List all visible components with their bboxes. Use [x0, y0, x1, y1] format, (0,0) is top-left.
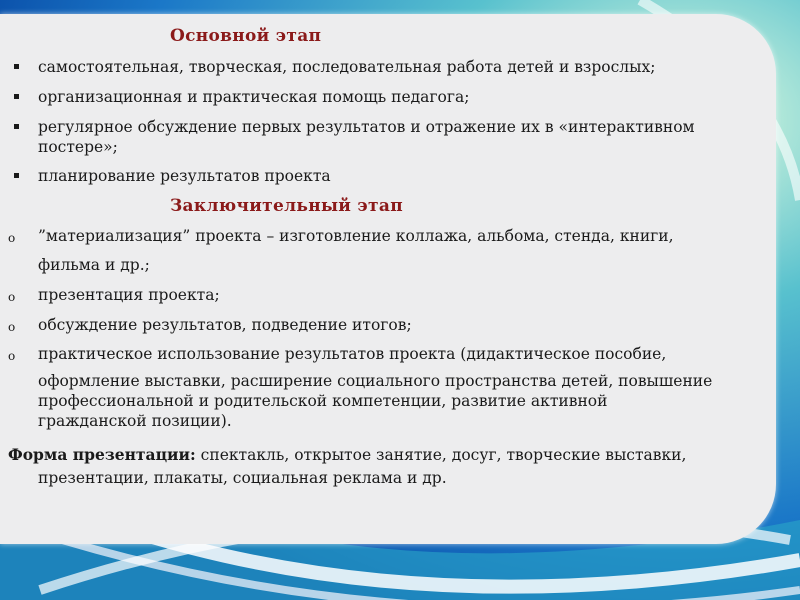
- final-item-continuation: профессиональной и родительской компетенции, развитие активной: [38, 392, 608, 410]
- square-bullet-icon: [14, 64, 19, 69]
- main-item: организационная и практическая помощь педагога;: [38, 88, 470, 106]
- circle-bullet-icon: o: [8, 320, 16, 334]
- presentation-form-label: Форма презентации:: [8, 445, 196, 464]
- main-item-continuation: постере»;: [38, 138, 118, 156]
- final-item: презентация проекта;: [38, 286, 220, 304]
- square-bullet-icon: [14, 173, 19, 178]
- final-item-continuation: фильма и др.;: [38, 256, 150, 274]
- final-item: практическое использование результатов проекта (дидактическое пособие,: [38, 345, 667, 363]
- final-stage-heading: Заключительный этап: [170, 196, 403, 216]
- main-item: самостоятельная, творческая, последовательная работа детей и взрослых;: [38, 58, 656, 76]
- presentation-form-line: [8, 445, 686, 465]
- square-bullet-icon: [14, 94, 19, 99]
- main-stage-heading: Основной этап: [170, 26, 322, 46]
- final-item: обсуждение результатов, подведение итогов;: [38, 316, 412, 334]
- final-item-continuation: оформление выставки, расширение социального пространства детей, повышение: [38, 372, 713, 390]
- main-item: планирование результатов проекта: [38, 167, 331, 185]
- circle-bullet-icon: o: [8, 349, 16, 363]
- presentation-form-continuation: презентации, плакаты, социальная реклама и др.: [38, 469, 447, 487]
- final-item: ”материализация” проекта – изготовление коллажа, альбома, стенда, книги,: [38, 227, 674, 245]
- circle-bullet-icon: o: [8, 290, 16, 304]
- final-item-continuation: гражданской позиции).: [38, 412, 232, 430]
- main-item: регулярное обсуждение первых результатов и отражение их в «интерактивном: [38, 118, 695, 136]
- presentation-form-text: спектакль, открытое занятие, досуг, творческие выставки,: [195, 446, 687, 464]
- circle-bullet-icon: o: [8, 231, 16, 245]
- square-bullet-icon: [14, 124, 19, 129]
